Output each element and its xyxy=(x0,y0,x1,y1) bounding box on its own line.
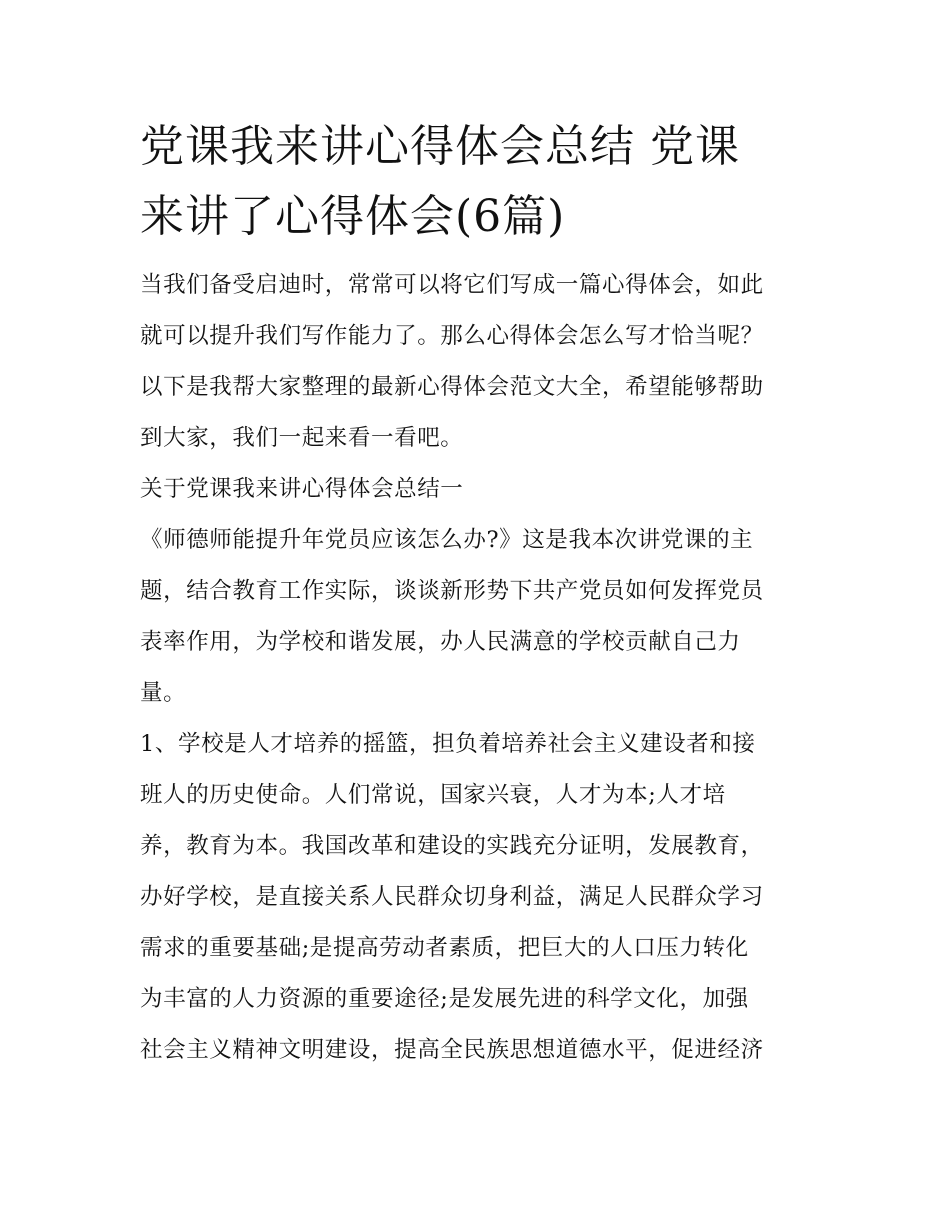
document-title xyxy=(140,112,820,252)
text-line: 社会主义精神文明建设，提高全民族思想道德水平，促进经济 xyxy=(140,1037,764,1063)
text-line: 《师德师能提升年党员应该怎么办?》这是我本次讲党课的主 xyxy=(140,527,754,553)
text-line: 班人的历史使命。人们常说，国家兴衰，人才为本;人才培 xyxy=(140,782,726,808)
topic-paragraph xyxy=(140,515,820,719)
text-line: 为丰富的人力资源的重要途径;是发展先进的科学文化，加强 xyxy=(140,986,749,1012)
text-line: 量。 xyxy=(140,680,187,706)
title-line: 党课我来讲心得体会总结 党课 xyxy=(140,121,740,172)
text-line: 1、学校是人才培养的摇篮，担负着培养社会主义建设者和接 xyxy=(140,731,756,757)
text-line: 到大家，我们一起来看一看吧。 xyxy=(140,425,464,451)
title-line: 来讲了心得体会(6篇) xyxy=(140,191,566,242)
text-line: 就可以提升我们写作能力了。那么心得体会怎么写才恰当呢？ xyxy=(140,323,764,349)
text-line: 关于党课我来讲心得体会总结一 xyxy=(140,476,464,502)
text-line: 题，结合教育工作实际，谈谈新形势下共产党员如何发挥党员 xyxy=(140,578,764,604)
text-line: 养，教育为本。我国改革和建设的实践充分证明，发展教育， xyxy=(140,833,764,859)
document-body xyxy=(140,112,820,1076)
text-line: 需求的重要基础;是提高劳动者素质，把巨大的人口压力转化 xyxy=(140,935,749,961)
point-one-paragraph xyxy=(140,719,820,1076)
text-line: 以下是我帮大家整理的最新心得体会范文大全，希望能够帮助 xyxy=(140,374,764,400)
text-line: 表率作用，为学校和谐发展，办人民满意的学校贡献自己力 xyxy=(140,629,741,655)
text-line: 办好学校，是直接关系人民群众切身利益，满足人民群众学习 xyxy=(140,884,764,910)
text-line: 当我们备受启迪时，常常可以将它们写成一篇心得体会，如此 xyxy=(140,272,764,298)
intro-paragraph xyxy=(140,260,820,464)
section-heading xyxy=(140,464,820,515)
